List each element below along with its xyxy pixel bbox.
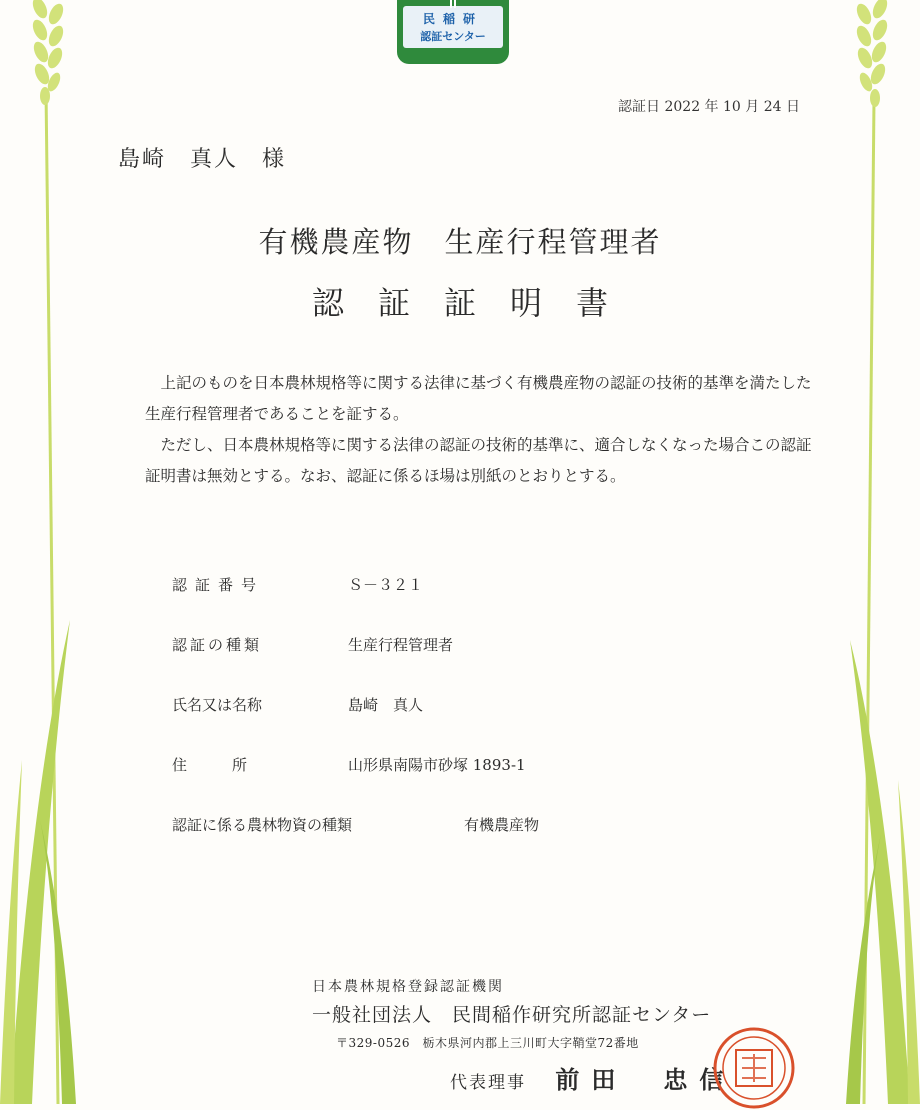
issuer-address: 〒329-0526 栃木県河内郡上三川町大字鞘堂72番地 (336, 1036, 639, 1050)
field-value: 有機農産物 (464, 816, 540, 834)
certification-date: 認証日 2022 年 10 月 24 日 (618, 99, 800, 115)
field-value: 生産行程管理者 (348, 636, 454, 654)
field-label: 認証番号 (172, 576, 265, 594)
issuer-name: 一般社団法人 民間稲作研究所認証センター (312, 1004, 712, 1026)
issuer-org-type: 日本農林規格登録認証機関 (312, 979, 504, 995)
representative-title: 代表理事 (450, 1073, 526, 1093)
document-title-line2: 認証証明書 (311, 284, 642, 322)
body-paragraph-2: ただし、日本農林規格等に関する法律の認証の技術的基準に、適合しなくなった場合この認証証明書は無効とする。なお、認証に係るほ場は別紙のとおりとする。 (145, 436, 812, 485)
body-paragraph-1: 上記のものを日本農林規格等に関する法律に基づく有機農産物の認証の技術的基準を満たした生産行程管理者であることを証する。 (145, 374, 812, 423)
field-label: 認証の種類 (172, 636, 263, 654)
representative-name: 前田 忠信 (555, 1065, 736, 1094)
issuer-representative (450, 1060, 735, 1095)
wheat-right-decoration (820, 0, 920, 1104)
field-label: 認証に係る農林物資の種類 (172, 816, 353, 834)
field-label: 住 所 (172, 756, 248, 774)
logo-text-bottom: 認証センター (420, 30, 486, 43)
field-label: 氏名又は名称 (172, 696, 263, 714)
recipient-name: 島崎 真人 様 (118, 147, 287, 172)
field-value: 島崎 真人 (348, 696, 424, 714)
official-seal-stamp (712, 1026, 796, 1110)
wheat-left-decoration (0, 0, 100, 1104)
certification-center-logo (397, 0, 509, 64)
document-title-line1: 有機農産物 生産行程管理者 (258, 225, 662, 259)
logo-text-top: 民稲研 (422, 12, 483, 26)
rice-sprout-icon (448, 0, 458, 8)
field-value: 山形県南陽市砂塚 1893-1 (348, 756, 526, 774)
certificate-body (145, 368, 815, 492)
field-value: Ｓ－３２１ (348, 576, 424, 594)
logo-panel (403, 6, 503, 48)
